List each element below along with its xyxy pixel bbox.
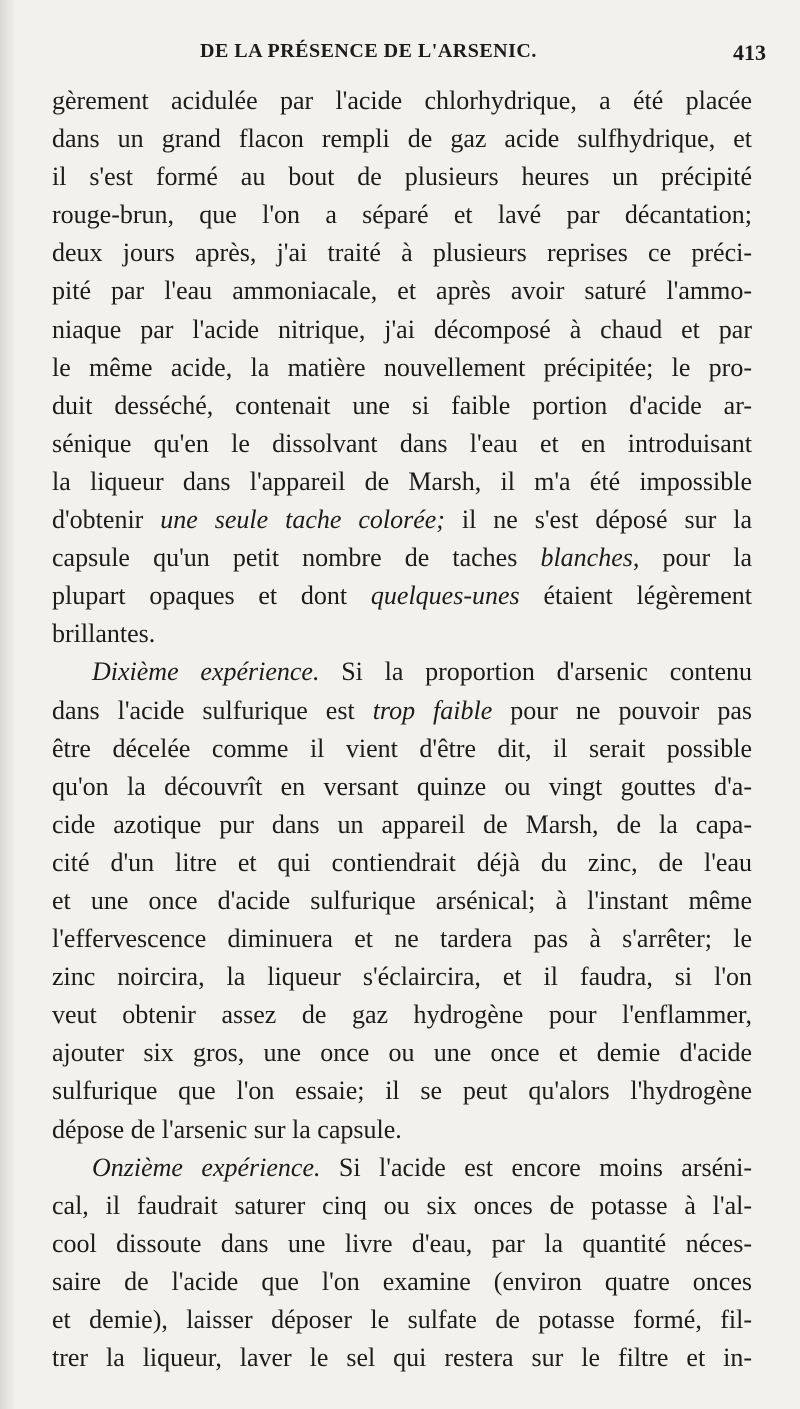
text-line: sulfurique que l'on essaie; il se peut qu'alors l'hydrogène: [52, 1076, 752, 1106]
text-line: être décelée comme il vient d'être dit, il serait possible: [52, 733, 752, 763]
text-line: duit desséché, contenait une si faible portion d'acide ar-: [52, 390, 752, 420]
text-line: cide azotique pur dans un appareil de Marsh, de la capa-: [52, 809, 752, 839]
text-line: dans un grand flacon rempli de gaz acide sulfhydrique, et: [52, 124, 752, 154]
text-line: cool dissoute dans une livre d'eau, par la quantité néces-: [52, 1228, 752, 1258]
section-heading-eleventh: Onzième expérience.: [92, 1152, 321, 1182]
text-line: d'obtenir une seule tache colorée; il ne s'est déposé sur la: [52, 505, 752, 535]
text-line: gèrement acidulée par l'acide chlorhydrique, a été placée: [52, 86, 752, 115]
text-line: brillantes.: [52, 619, 156, 649]
text-line: ajouter six gros, une once ou une once et demie d'acide: [52, 1038, 752, 1068]
text-line: pité par l'eau ammoniacale, et après avoir saturé l'ammo-: [52, 276, 752, 306]
text-line: et demie), laisser déposer le sulfate de potasse formé, fil-: [52, 1305, 752, 1334]
text-line: zinc noircira, la liqueur s'éclaircira, et il faudra, si l'on: [52, 962, 752, 992]
text-line: cal, il faudrait saturer cinq ou six onces de potasse à l'al-: [52, 1190, 752, 1220]
text-line: et une once d'acide sulfurique arsénical; à l'instant même: [52, 885, 752, 915]
text-line: dépose de l'arsenic sur la capsule.: [52, 1114, 402, 1144]
text-line: trer la liqueur, laver le sel qui restera sur le filtre et in-: [52, 1343, 752, 1373]
text-line: niaque par l'acide nitrique, j'ai décomposé à chaud et par: [52, 314, 752, 344]
page-body-text: [52, 82, 752, 1377]
text-line: saire de l'acide que l'on examine (environ quatre onces: [52, 1266, 752, 1296]
section-heading-tenth: Dixième expérience.: [92, 657, 320, 687]
text-line: l'effervescence diminuera et ne tardera pas à s'arrêter; le: [52, 924, 752, 954]
text-line: il s'est formé au bout de plusieurs heures un précipité: [52, 162, 752, 192]
text-line: sénique qu'en le dissolvant dans l'eau et en introduisant: [52, 428, 752, 458]
text-line: cité d'un litre et qui contiendrait déjà du zinc, de l'eau: [52, 847, 752, 877]
text-line: qu'on la découvrît en versant quinze ou vingt gouttes d'a-: [52, 771, 752, 801]
text-line: capsule qu'un petit nombre de taches blanches, pour la: [52, 543, 752, 573]
text-line: dans l'acide sulfurique est trop faible pour ne pouvoir pas: [52, 695, 752, 725]
text-line: le même acide, la matière nouvellement précipitée; le pro-: [52, 352, 752, 382]
text-line: plupart opaques et dont quelques-unes étaient légèrement: [52, 581, 752, 611]
text-line: deux jours après, j'ai traité à plusieurs reprises ce préci-: [52, 238, 752, 268]
page-edge-shadow: [0, 0, 14, 1409]
text-line: la liqueur dans l'appareil de Marsh, il m'a été impossible: [52, 466, 752, 496]
page-header: [58, 40, 766, 80]
paragraph-heading-line: Dixième expérience. Si la proportion d'arsenic contenu: [92, 657, 752, 687]
running-title: DE LA PRÉSENCE DE L'ARSENIC.: [200, 40, 537, 62]
text-line: veut obtenir assez de gaz hydrogène pour l'enflammer,: [52, 1000, 752, 1030]
paragraph-heading-line: Onzième expérience. Si l'acide est encore moins arséni-: [92, 1152, 752, 1182]
text-line: rouge-brun, que l'on a séparé et lavé par décantation;: [52, 200, 752, 230]
page-number: 413: [733, 40, 766, 65]
